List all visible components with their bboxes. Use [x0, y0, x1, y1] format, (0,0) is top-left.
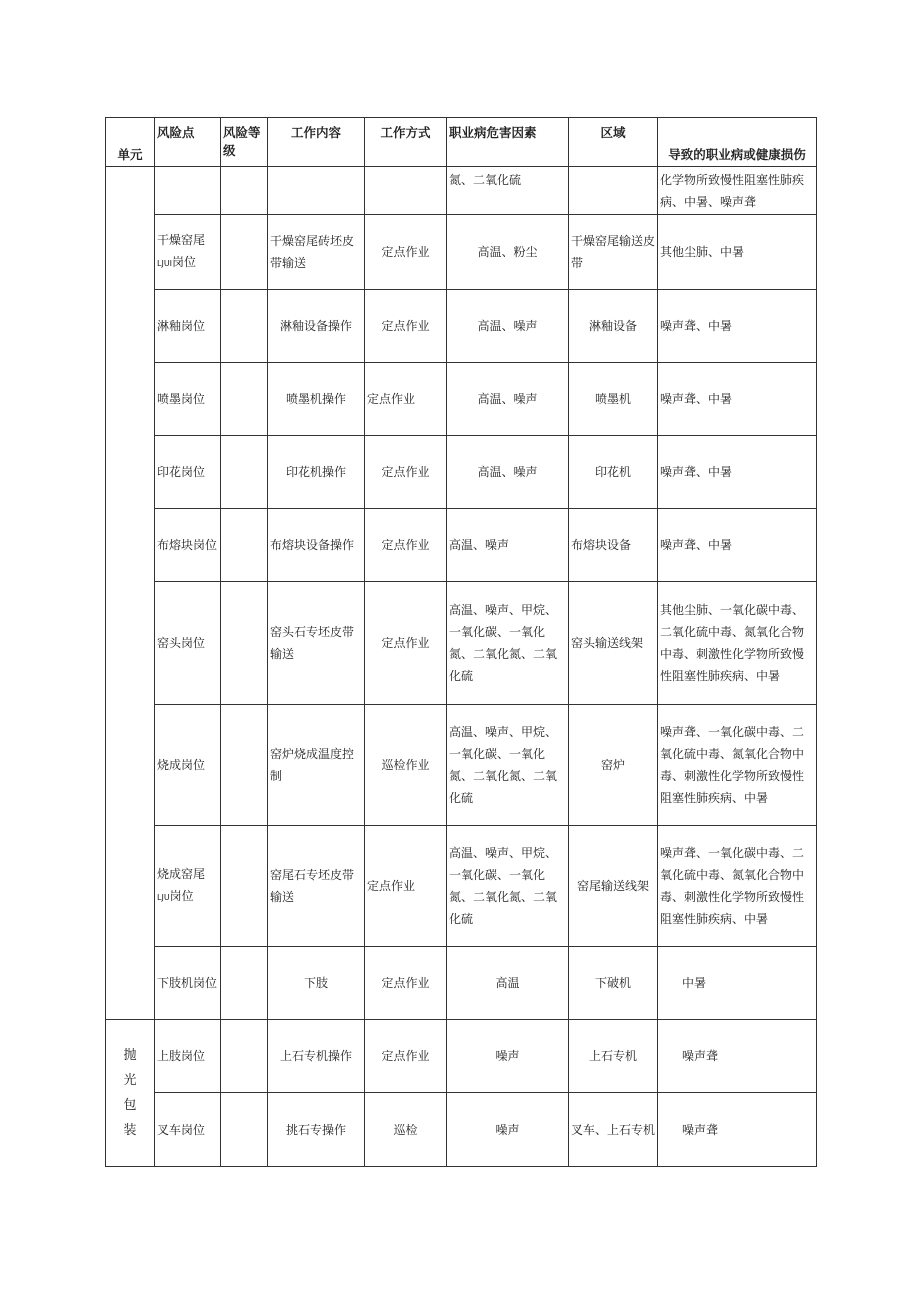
risk-point-cell: 叉车岗位 — [155, 1093, 221, 1167]
work-content-cell — [268, 167, 365, 215]
unit-char: 光 — [123, 1073, 137, 1088]
table-row — [106, 363, 817, 436]
risk-level-cell — [221, 215, 268, 290]
hazards-cell: 噪声 — [447, 1020, 569, 1093]
hazards-cell: 高温、噪声 — [447, 363, 569, 436]
work-content-cell: 窑炉烧成温度控制 — [268, 705, 365, 826]
risk-point-cell: 下肢机岗位 — [155, 947, 221, 1020]
work-content-cell: 干燥窑尾砖坯皮带输送 — [268, 215, 365, 290]
hazards-cell: 高温、噪声、甲烷、一氧化碳、一氧化氮、二氧化氮、二氧化硫 — [447, 705, 569, 826]
risk-point-cell: 窑头岗位 — [155, 582, 221, 705]
risk-point-cell — [155, 167, 221, 215]
area-cell: 窑尾输送线架 — [569, 826, 658, 947]
hazards-cell: 高温、噪声 — [447, 436, 569, 509]
work-mode-cell: 定点作业 — [365, 436, 447, 509]
table-row — [106, 167, 817, 215]
disease-cell: 噪声聋、中暑 — [658, 509, 817, 582]
disease-cell: 噪声聋、中暑 — [658, 290, 817, 363]
work-content-cell: 布熔块设备操作 — [268, 509, 365, 582]
risk-point-cell: 布熔块岗位 — [155, 509, 221, 582]
risk-point-cell: 印花岗位 — [155, 436, 221, 509]
risk-point-suffix: 岗位 — [169, 889, 194, 903]
header-unit: 单元 — [106, 118, 155, 167]
work-content-cell: 挑石专操作 — [268, 1093, 365, 1167]
area-cell: 干燥窑尾输送皮带 — [569, 215, 658, 290]
risk-level-cell — [221, 947, 268, 1020]
disease-cell: 其他尘肺、一氧化碳中毒、二氧化硫中毒、氮氧化合物中毒、刺激性化学物所致慢性阻塞性肺疾病、中暑 — [658, 582, 817, 705]
work-mode-cell: 定点作业 — [365, 363, 447, 436]
hazards-cell: 高温、粉尘 — [447, 215, 569, 290]
table-row — [106, 582, 817, 705]
table-row — [106, 215, 817, 290]
risk-point-cell: 喷墨岗位 — [155, 363, 221, 436]
work-mode-cell: 巡检 — [365, 1093, 447, 1167]
header-row — [106, 118, 817, 167]
work-mode-cell: 定点作业 — [365, 582, 447, 705]
work-mode-cell: 定点作业 — [365, 215, 447, 290]
risk-level-cell — [221, 363, 268, 436]
work-mode-cell — [365, 167, 447, 215]
hazards-cell: 高温、噪声、甲烷、一氧化碳、一氧化氮、二氧化氮、二氧化硫 — [447, 826, 569, 947]
risk-level-cell — [221, 290, 268, 363]
disease-cell: 噪声聋 — [658, 1020, 817, 1093]
area-cell: 窑炉 — [569, 705, 658, 826]
risk-level-cell — [221, 826, 268, 947]
header-risk-point: 风险点 — [155, 118, 221, 167]
work-mode-cell: 定点作业 — [365, 290, 447, 363]
risk-level-cell — [221, 509, 268, 582]
table-row — [106, 509, 817, 582]
unit-cell — [106, 167, 155, 1020]
work-mode-cell: 巡检作业 — [365, 705, 447, 826]
table-row — [106, 826, 817, 947]
occupational-risk-table — [105, 117, 817, 1167]
table-row — [106, 705, 817, 826]
risk-point-fragment: LJUI — [157, 259, 173, 268]
hazards-cell: 高温、噪声、甲烷、一氧化碳、一氧化氮、二氧化氮、二氧化硫 — [447, 582, 569, 705]
hazards-cell: 氮、二氧化硫 — [447, 167, 569, 215]
disease-cell: 化学物所致慢性阻塞性肺疾病、中暑、噪声聋 — [658, 167, 817, 215]
work-content-cell: 淋釉设备操作 — [268, 290, 365, 363]
header-hazards: 职业病危害因素 — [447, 118, 569, 167]
work-mode-cell: 定点作业 — [365, 947, 447, 1020]
disease-cell: 其他尘肺、中暑 — [658, 215, 817, 290]
disease-cell: 噪声聋、一氧化碳中毒、二氧化硫中毒、氮氧化合物中毒、刺激性化学物所致慢性阻塞性肺疾病、中暑 — [658, 705, 817, 826]
work-mode-cell: 定点作业 — [365, 1020, 447, 1093]
work-content-cell: 下肢 — [268, 947, 365, 1020]
risk-point-cell: 淋釉岗位 — [155, 290, 221, 363]
risk-level-cell — [221, 167, 268, 215]
header-area: 区域 — [569, 118, 658, 167]
disease-cell: 噪声聋 — [658, 1093, 817, 1167]
risk-point-text: 干燥窑尾 — [157, 233, 206, 247]
unit-char: 包 — [123, 1098, 137, 1113]
area-cell: 喷墨机 — [569, 363, 658, 436]
hazards-cell: 噪声 — [447, 1093, 569, 1167]
table-row — [106, 947, 817, 1020]
risk-point-text: 烧成窑尾 — [157, 867, 206, 881]
risk-level-cell — [221, 582, 268, 705]
area-cell: 布熔块设备 — [569, 509, 658, 582]
risk-point-suffix: 岗位 — [172, 255, 197, 269]
hazards-cell: 高温 — [447, 947, 569, 1020]
risk-level-cell — [221, 1020, 268, 1093]
disease-cell: 中暑 — [658, 947, 817, 1020]
unit-cell-polishing-packaging — [106, 1020, 155, 1167]
risk-point-fragment: LJU — [157, 893, 170, 902]
disease-cell: 噪声聋、一氧化碳中毒、二氧化硫中毒、氮氧化合物中毒、刺激性化学物所致慢性阻塞性肺疾病、中暑 — [658, 826, 817, 947]
area-cell: 上石专机 — [569, 1020, 658, 1093]
work-mode-cell: 定点作业 — [365, 826, 447, 947]
table-row — [106, 436, 817, 509]
work-content-cell: 窑头石专坯皮带输送 — [268, 582, 365, 705]
risk-level-cell — [221, 705, 268, 826]
risk-point-cell — [155, 215, 221, 290]
table-row — [106, 1093, 817, 1167]
work-content-cell: 窑尾石专坯皮带输送 — [268, 826, 365, 947]
area-cell: 下破机 — [569, 947, 658, 1020]
table-row — [106, 1020, 817, 1093]
disease-cell: 噪声聋、中暑 — [658, 436, 817, 509]
unit-char: 装 — [123, 1123, 137, 1138]
area-cell: 淋釉设备 — [569, 290, 658, 363]
risk-point-cell — [155, 826, 221, 947]
risk-level-cell — [221, 1093, 268, 1167]
work-content-cell: 喷墨机操作 — [268, 363, 365, 436]
area-cell — [569, 167, 658, 215]
area-cell: 窑头输送线架 — [569, 582, 658, 705]
header-work-content: 工作内容 — [268, 118, 365, 167]
risk-level-cell — [221, 436, 268, 509]
header-work-mode: 工作方式 — [365, 118, 447, 167]
area-cell: 叉车、上石专机 — [569, 1093, 658, 1167]
unit-char: 抛 — [123, 1048, 137, 1063]
work-mode-cell: 定点作业 — [365, 509, 447, 582]
table-row — [106, 290, 817, 363]
disease-cell: 噪声聋、中暑 — [658, 363, 817, 436]
work-content-cell: 印花机操作 — [268, 436, 365, 509]
risk-point-cell: 烧成岗位 — [155, 705, 221, 826]
work-content-cell: 上石专机操作 — [268, 1020, 365, 1093]
hazards-cell: 高温、噪声 — [447, 509, 569, 582]
hazards-cell: 高温、噪声 — [447, 290, 569, 363]
area-cell: 印花机 — [569, 436, 658, 509]
header-risk-level: 风险等级 — [221, 118, 268, 167]
header-disease: 导致的职业病或健康损伤 — [658, 118, 817, 167]
risk-point-cell: 上肢岗位 — [155, 1020, 221, 1093]
